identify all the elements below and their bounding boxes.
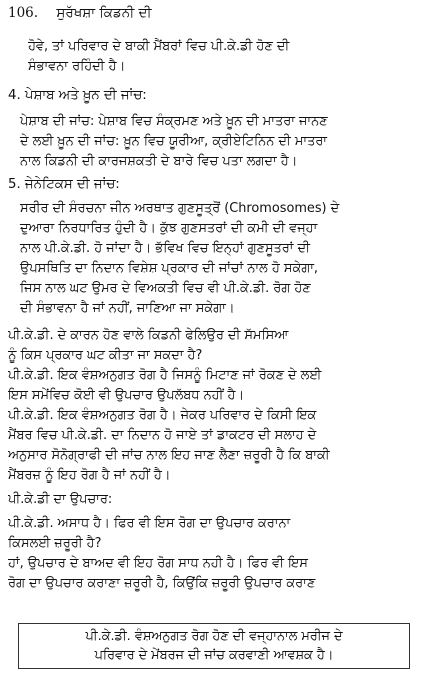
- text-line: ਪੀ.ਕੇ.ਡੀ. ਇਕ ਵੰਸ਼ਅਨੁਗਤ ਰੋਗ ਹੈ। ਜੇਕਰ ਪਰਿਵਾਰ ਦੇ ਕਿਸੀ ਇਕ: [8, 408, 317, 423]
- page-title: ਸੁਰੱਖਸ਼ਾ ਕਿਡਨੀ ਦੀ: [56, 5, 152, 21]
- text-line: ਇਸ ਸਮੇਂਵਿਚ ਕੋਈ ਵੀ ਉਪਚਾਰ ਉਪਲੱਬਧ ਨਹੀਂ ਹੈ।: [8, 388, 245, 403]
- page-header: [8, 4, 152, 22]
- text-line: ਸੰਭਾਵਨਾ ਰਹਿੰਦੀ ਹੈ।: [28, 59, 126, 74]
- section-heading: 5. ਜੇਨੇਟਿਕਸ ਦੀ ਜਾਂਚ:: [8, 177, 120, 192]
- text-line: ਨਾਲ ਪੀ.ਕੇ.ਡੀ. ਹੋ ਜਾਂਦਾ ਹੈ। ਭੱਵਿਖ ਵਿਚ ਇਨ੍ਹਾਂ ਗੁਣਸੂਤਰਾਂ ਦੀ: [20, 241, 310, 256]
- text-line: ਰੋਗ ਦਾ ਉਪਚਾਰ ਕਰਾਣਾ ਜ਼ਰੂਰੀ ਹੈ, ਕਿਉਂਕਿ ਜ਼ਰੂਰੀ ਉਪਚਾਰ ਕਰਾਣ: [8, 576, 316, 591]
- text-line: ਉਪਸਥਿਤਿ ਦਾ ਨਿਦਾਨ ਵਿਸ਼ੇਸ਼ ਪ੍ਰਕਾਰ ਦੀ ਜਾਂਚਾਂ ਨਾਲ ਹੋ ਸਕੇਗਾ,: [20, 261, 319, 276]
- section-5: [0, 175, 430, 319]
- subheading: ਪੀ.ਕੇ.ਡੀ ਦਾ ਉਪਚਾਰ:: [8, 492, 113, 507]
- text-line: ਸਰੀਰ ਦੀ ਸੰਰਚਨਾ ਜੀਨ ਅਰਥਾਤ ਗੁਣਸੂਤ੍ਰੋਂ (Chromosomes) ਦੇ: [20, 201, 340, 216]
- question-line: ਪੀ.ਕੇ.ਡੀ. ਅਸਾਧ ਹੈ। ਫਿਰ ਵੀ ਇਸ ਰੋਗ ਦਾ ਉਪਚਾਰ ਕਰਾਨਾ: [8, 516, 291, 531]
- question-line: ਕਿਸਲਈ ਜ਼ਰੂਰੀ ਹੈ?: [8, 536, 102, 551]
- text-line: ਨਾਲ ਕਿਡਨੀ ਦੀ ਕਾਰਜਸ਼ਕਤੀ ਦੇ ਬਾਰੇ ਵਿਚ ਪਤਾ ਲਗਦਾ ਹੈ।: [20, 154, 298, 169]
- note-line: ਪੀ.ਕੇ.ਡੀ. ਵੰਸ਼ਅਨੁਗਤ ਰੋਗ ਹੋਣ ਦੀ ਵਜ੍ਹਾਨਾਲ ਮਰੀਜ ਦੇ: [85, 629, 343, 644]
- note-box: [18, 623, 410, 669]
- text-line: ਜਿਸ ਨਾਲ ਘਟ ਉਮਰ ਦੇ ਵਿਅਕਤੀ ਵਿਚ ਵੀ ਪੀ.ਕੇ.ਡੀ. ਰੋਗ ਹੋਣ: [20, 281, 311, 296]
- text-line: ਮੈਂਬਰ ਵਿਚ ਪੀ.ਕੇ.ਡੀ. ਦਾ ਨਿਦਾਨ ਹੋ ਜਾਏ ਤਾਂ ਡਾਕਟਰ ਦੀ ਸਲਾਹ ਦੇ: [8, 428, 317, 443]
- text-line: ਦੁਆਰਾ ਨਿਰਧਾਰਿਤ ਹੁੰਦੀ ਹੈ। ਕੁੱਝ ਗੁਣਸਤਰਾਂ ਦੀ ਕਮੀ ਦੀ ਵਜ੍ਹਾ: [20, 221, 318, 236]
- qa-section: [0, 326, 430, 594]
- page-number: 106.: [8, 5, 39, 21]
- question-line: ਨੂੰ ਕਿਸ ਪ੍ਰਕਾਰ ਘਟ ਕੀਤਾ ਜਾ ਸਕਦਾ ਹੈ?: [8, 348, 203, 363]
- question-line: ਪੀ.ਕੇ.ਡੀ. ਦੇ ਕਾਰਨ ਹੋਣ ਵਾਲੇ ਕਿਡਨੀ ਫੇਲਿਉਰ ਦੀ ਸੱਮਸਿਆ: [8, 328, 289, 343]
- text-line: ਪੀ.ਕੇ.ਡੀ. ਇਕ ਵੰਸ਼ਅਨੁਗਤ ਰੋਗ ਹੈ ਜਿਸਨੂੰ ਮਿਟਾਣ ਜਾਂ ਰੋਕਣ ਦੇ ਲਈ: [8, 368, 322, 383]
- text-line: ਹਾਂ, ਉਪਚਾਰ ਦੇ ਬਾਅਦ ਵੀ ਇਹ ਰੋਗ ਸਾਧ ਨਹੀ ਹੈ। ਫਿਰ ਵੀ ਇਸ: [8, 556, 308, 571]
- text-line: ਦੇ ਲਈ ਖ਼ੂਨ ਦੀ ਜਾਂਚ: ਖ਼ੂਨ ਵਿਚ ਯੂਰੀਆ, ਕ੍ਰੀਏਟਿਨਿਨ ਦੀ ਮਾਤਰਾ: [20, 134, 327, 149]
- section-4: [0, 86, 430, 172]
- section-heading: 4. ਪੇਸ਼ਾਬ ਅਤੇ ਖ਼ੂਨ ਦੀ ਜਾਂਚ:: [8, 88, 147, 103]
- text-line: ਅਨੁਸਾਰ ਸੋਨੋਗ੍ਰਾਫੀ ਦੀ ਜਾਂਚ ਨਾਲ ਇਹ ਜਾਣ ਲੈਣਾ ਜ਼ਰੂਰੀ ਹੈ ਕਿ ਬਾਕੀ: [8, 448, 330, 463]
- text-line: ਦੀ ਸੰਭਾਵਨਾ ਹੈ ਜਾਂ ਨਹੀਂ, ਜਾਣਿਆ ਜਾ ਸਕੇਗਾ।: [20, 301, 235, 316]
- intro-paragraph: [0, 37, 430, 77]
- text-line: ਪੇਸ਼ਾਬ ਦੀ ਜਾਂਚ: ਪੇਸ਼ਾਬ ਵਿਚ ਸੰਕ੍ਰਮਣ ਅਤੇ ਖ਼ੂਨ ਦੀ ਮਾਤਰਾ ਜਾਨਣ: [20, 114, 328, 129]
- note-line: ਪਰਿਵਾਰ ਦੇ ਮੇਂਬਰਜ ਦੀ ਜਾਂਚ ਕਰਵਾਣੀ ਆਵਸ਼ਕ ਹੈ।: [94, 648, 334, 663]
- text-line: ਹੋਵੇ, ਤਾਂ ਪਰਿਵਾਰ ਦੇ ਬਾਕੀ ਮੈਂਬਰਾਂ ਵਿਚ ਪੀ.ਕੇ.ਡੀ ਹੋਣ ਦੀ: [28, 39, 290, 54]
- text-line: ਮੈਂਬਰਜ਼ ਨੂੰ ਇਹ ਰੋਗ ਹੈ ਜਾਂ ਨਹੀਂ ਹੈ।: [8, 468, 171, 483]
